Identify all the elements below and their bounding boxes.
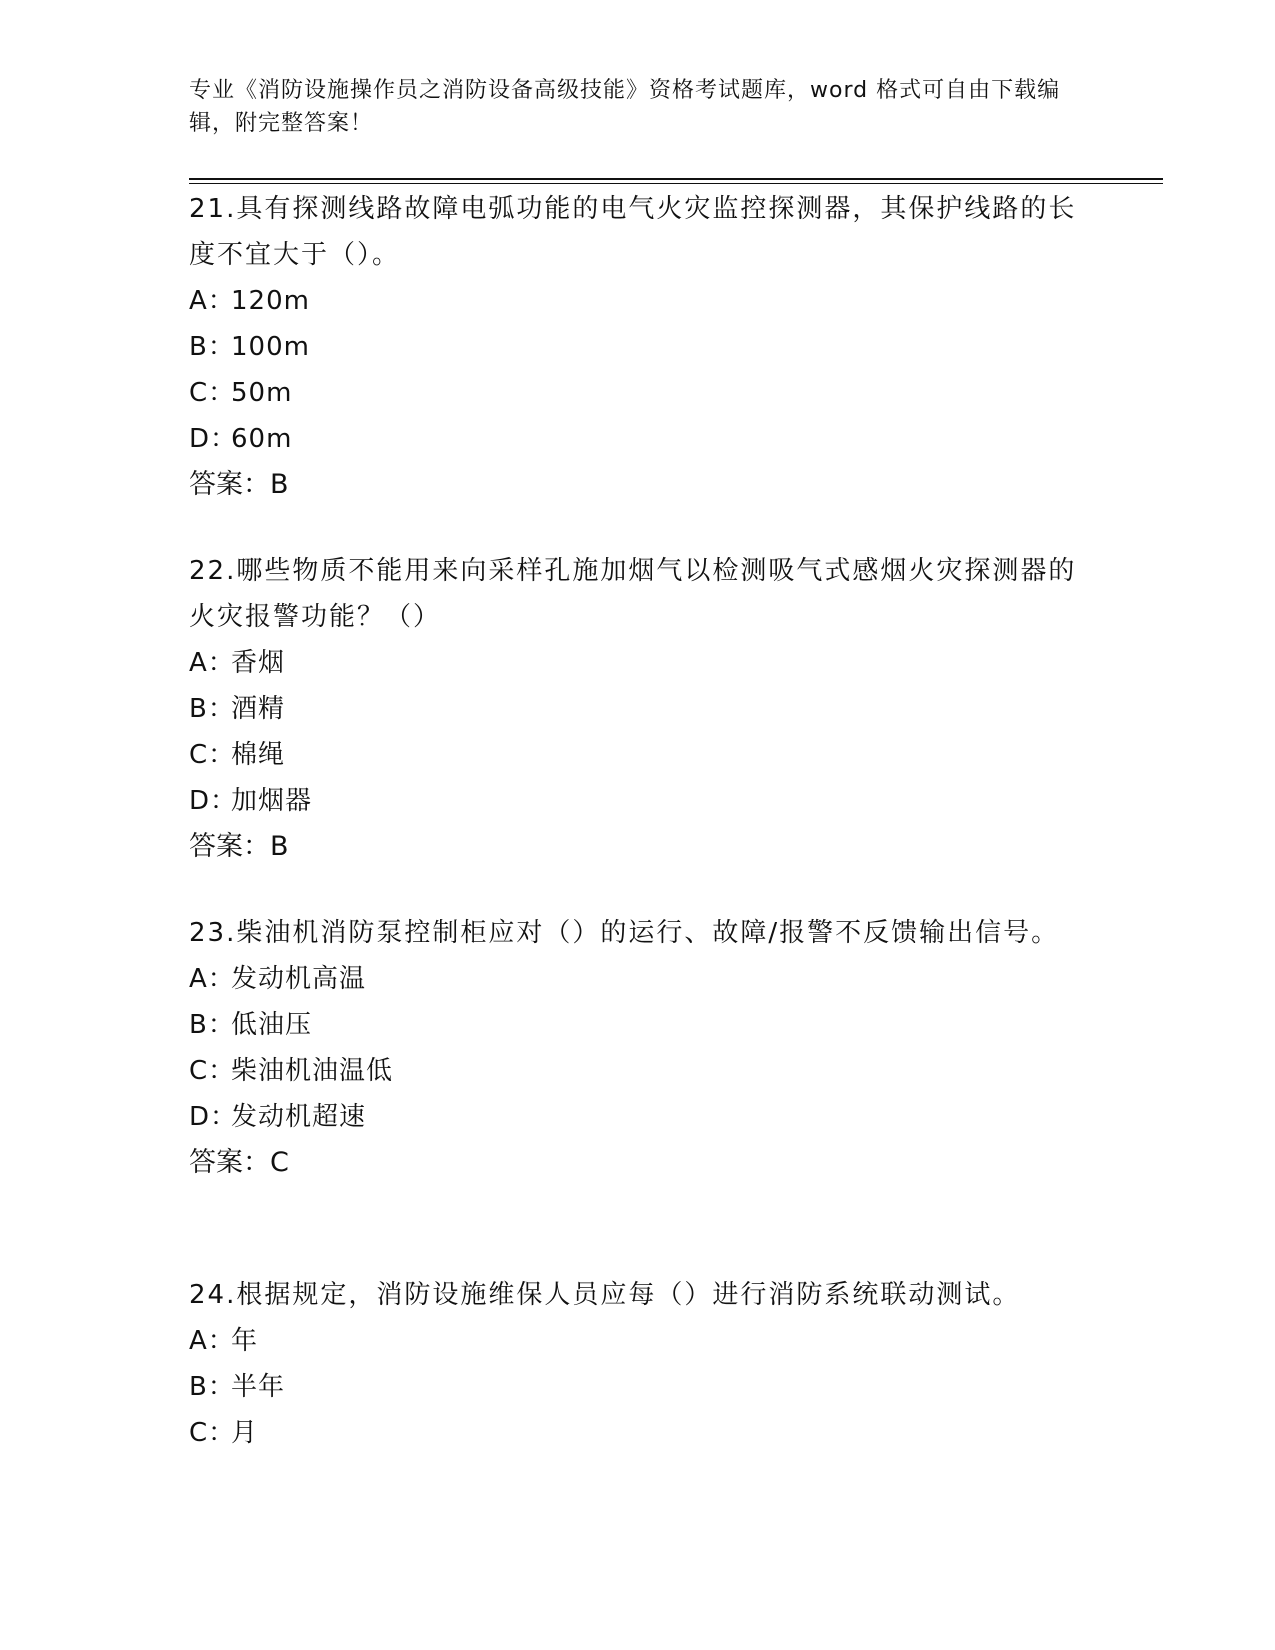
option-text: 香烟 bbox=[231, 648, 286, 678]
option-letter: B： bbox=[189, 694, 235, 724]
question-stem: 21.具有探测线路故障电弧功能的电气火灾监控探测器，其保护线路的长度不宜大于（）。 bbox=[189, 194, 1077, 270]
option-c bbox=[189, 370, 1089, 416]
question-stem: 24.根据规定，消防设施维保人员应每（）进行消防系统联动测试。 bbox=[189, 1280, 1021, 1310]
option-a bbox=[189, 278, 1089, 324]
option-letter: D： bbox=[189, 1102, 238, 1132]
option-text: 60m bbox=[231, 424, 293, 454]
option-letter: C： bbox=[189, 1418, 236, 1448]
option-letter: C： bbox=[189, 740, 236, 770]
option-text: 加烟器 bbox=[231, 786, 313, 816]
question-stem: 22.哪些物质不能用来向采样孔施加烟气以检测吸气式感烟火灾探测器的火灾报警功能？（） bbox=[189, 556, 1077, 632]
option-letter: B： bbox=[189, 1010, 235, 1040]
header-divider-thick bbox=[189, 178, 1163, 180]
answer-line: 答案：B bbox=[189, 831, 289, 862]
question-23 bbox=[189, 910, 1089, 1186]
option-letter: D： bbox=[189, 786, 238, 816]
option-text: 低油压 bbox=[231, 1010, 313, 1040]
option-text: 50m bbox=[231, 378, 293, 408]
option-text: 发动机高温 bbox=[231, 964, 367, 994]
option-c bbox=[189, 1048, 1089, 1094]
option-letter: C： bbox=[189, 378, 236, 408]
question-21 bbox=[189, 186, 1089, 508]
option-letter: A： bbox=[189, 964, 235, 994]
document-header: 专业《消防设施操作员之消防设备高级技能》资格考试题库，word 格式可自由下载编辑，附完整答案！ bbox=[189, 78, 1061, 136]
option-c bbox=[189, 1410, 1089, 1456]
option-b bbox=[189, 324, 1089, 370]
option-text: 柴油机油温低 bbox=[231, 1056, 394, 1086]
option-letter: C： bbox=[189, 1056, 236, 1086]
option-text: 100m bbox=[231, 332, 310, 362]
option-d bbox=[189, 1094, 1089, 1140]
option-d bbox=[189, 778, 1089, 824]
option-text: 发动机超速 bbox=[231, 1102, 367, 1132]
option-letter: B： bbox=[189, 1372, 235, 1402]
option-b bbox=[189, 686, 1089, 732]
option-letter: A： bbox=[189, 648, 235, 678]
question-24 bbox=[189, 1272, 1089, 1456]
header-divider-thin bbox=[189, 183, 1163, 184]
option-b bbox=[189, 1002, 1089, 1048]
option-b bbox=[189, 1364, 1089, 1410]
option-text: 半年 bbox=[231, 1372, 286, 1402]
option-d bbox=[189, 416, 1089, 462]
option-text: 酒精 bbox=[231, 694, 286, 724]
question-stem: 23.柴油机消防泵控制柜应对（）的运行、故障/报警不反馈输出信号。 bbox=[189, 918, 1060, 948]
option-text: 月 bbox=[231, 1418, 259, 1448]
option-c bbox=[189, 732, 1089, 778]
option-a bbox=[189, 956, 1089, 1002]
option-text: 棉绳 bbox=[231, 740, 286, 770]
option-a bbox=[189, 640, 1089, 686]
answer-line: 答案：B bbox=[189, 469, 289, 500]
option-letter: A： bbox=[189, 286, 235, 316]
option-letter: A： bbox=[189, 1326, 235, 1356]
option-text: 年 bbox=[231, 1326, 259, 1356]
option-a bbox=[189, 1318, 1089, 1364]
option-letter: B： bbox=[189, 332, 235, 362]
option-text: 120m bbox=[231, 286, 310, 316]
question-22 bbox=[189, 548, 1089, 870]
answer-line: 答案：C bbox=[189, 1147, 289, 1178]
option-letter: D： bbox=[189, 424, 238, 454]
